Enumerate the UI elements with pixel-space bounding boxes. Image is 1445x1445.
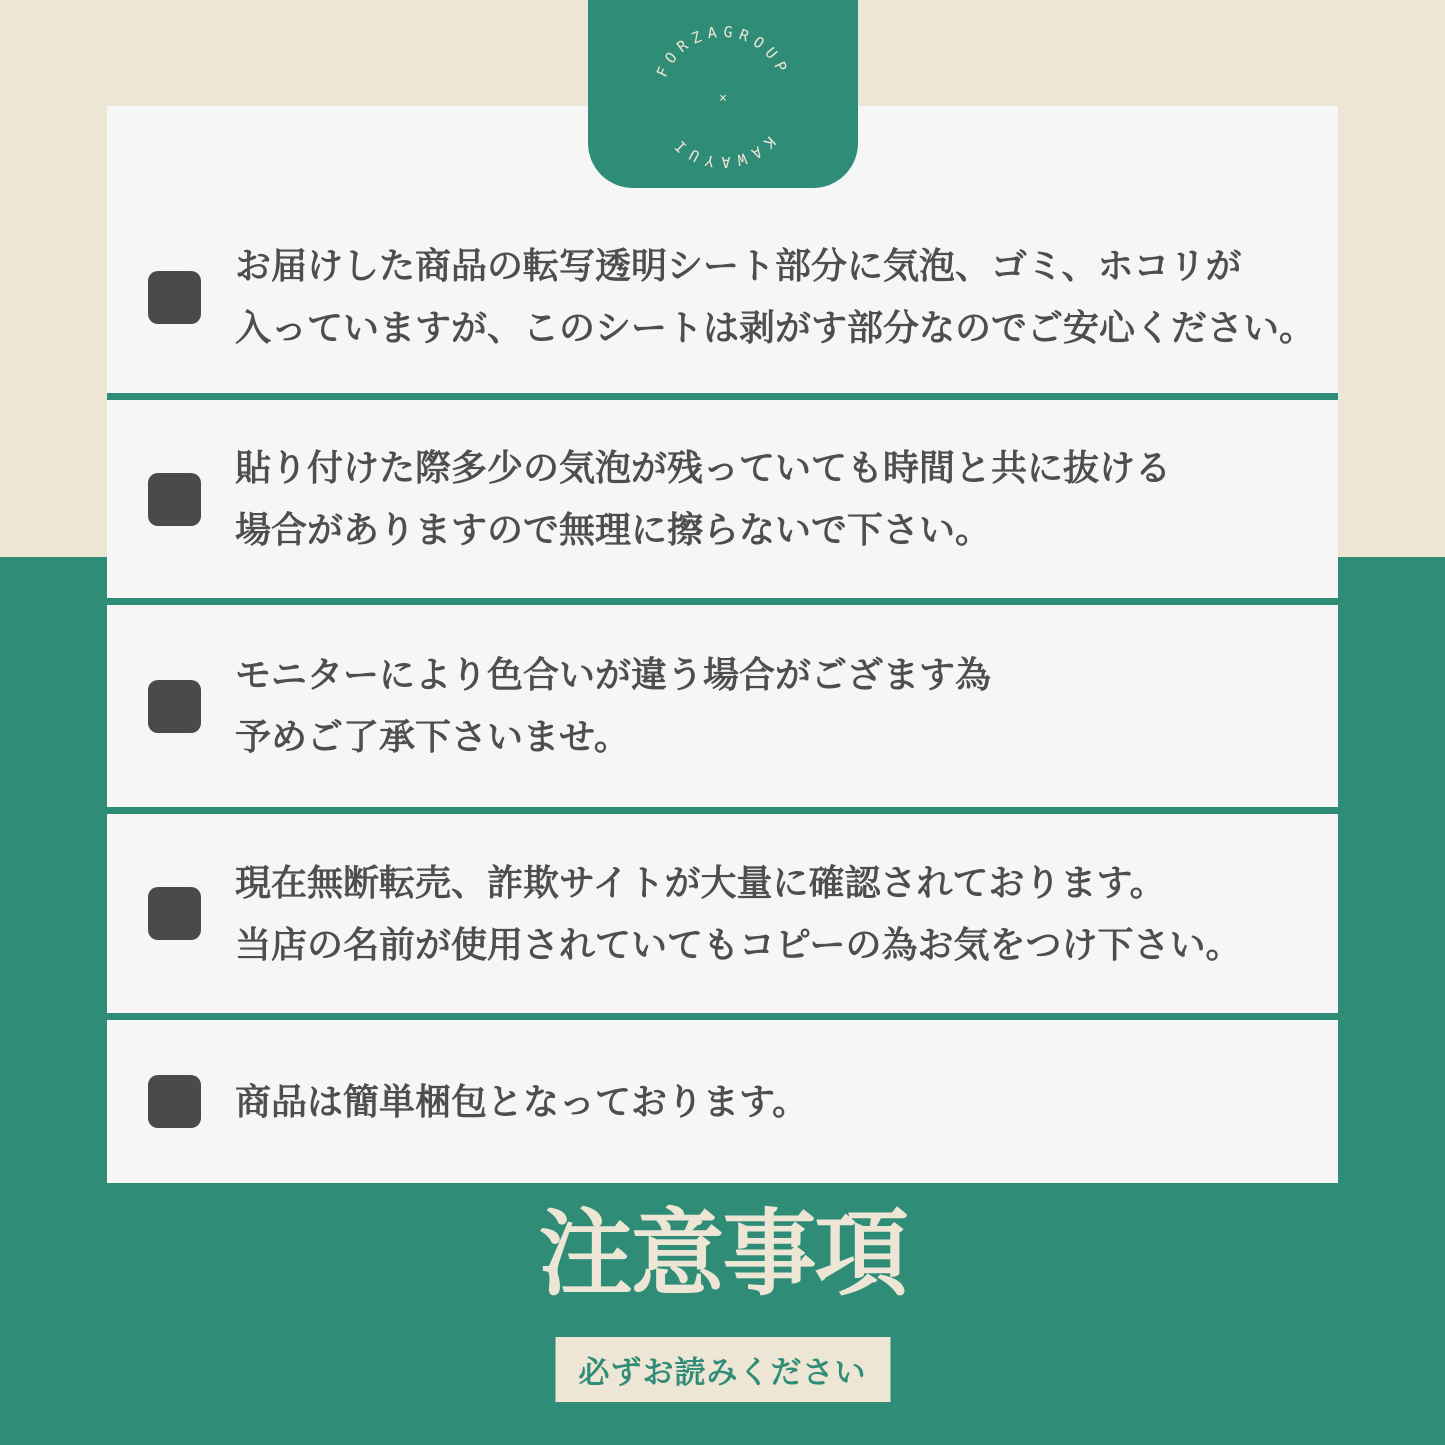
- notice-item-2: [107, 400, 1338, 598]
- notice-item-5: [107, 1020, 1338, 1183]
- brand-logo-icon: [588, 0, 858, 188]
- notice-line: 場合がありますので無理に擦らないで下さい。: [235, 509, 992, 550]
- notice-line: 当店の名前が使用されていてもコピーの為お気をつけ下さい。: [235, 923, 1242, 965]
- checkbox-icon: [148, 271, 201, 324]
- checkbox-icon: [148, 1075, 201, 1128]
- notice-line: 現在無断転売、詐欺サイトが大量に確認されております。: [235, 861, 1166, 903]
- notice-text-3: [235, 644, 991, 768]
- section-divider: [107, 1013, 1338, 1020]
- section-divider: [107, 807, 1338, 814]
- notice-line: お届けした商品の転写透明シート部分に気泡、ゴミ、ホコリが: [235, 245, 1242, 286]
- brand-top-arc: FORZAGROUP: [652, 22, 794, 80]
- notice-card: [107, 106, 1338, 1183]
- brand-badge: [588, 0, 858, 188]
- notice-line: モニターにより色合いが違う場合がござます為: [235, 654, 992, 695]
- section-divider: [107, 393, 1338, 400]
- section-divider: [107, 598, 1338, 605]
- notice-line: 貼り付けた際多少の気泡が残っていても時間と共に抜ける: [235, 447, 1172, 488]
- brand-separator: ×: [719, 91, 727, 106]
- notice-text-4: [235, 852, 1242, 976]
- notice-text-1: [235, 235, 1315, 359]
- brand-bottom-arc: KAWAYUI: [666, 132, 780, 171]
- checkbox-icon: [148, 680, 201, 733]
- must-read-label: 必ずお読みください: [555, 1337, 890, 1402]
- notice-item-3: [107, 605, 1338, 807]
- checkbox-icon: [148, 887, 201, 940]
- notice-item-4: [107, 814, 1338, 1013]
- page-title: 注意事項: [538, 1201, 907, 1306]
- notice-text-5: [235, 1071, 808, 1133]
- notice-text-2: [235, 437, 1171, 561]
- notice-line: 商品は簡単梱包となっております。: [235, 1080, 809, 1122]
- notice-line: 入っていますが、このシートは剥がす部分なのでご安心ください。: [235, 307, 1316, 348]
- checkbox-icon: [148, 473, 201, 526]
- notice-line: 予めご了承下さいませ。: [235, 716, 630, 757]
